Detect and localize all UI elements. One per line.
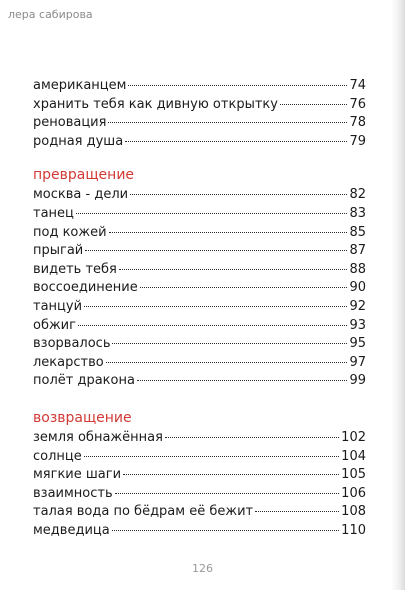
toc-entry-title: обжиг — [33, 317, 76, 333]
toc-entry[interactable] — [33, 466, 366, 485]
toc-entry-page: 93 — [349, 317, 366, 333]
toc-entry[interactable] — [33, 335, 366, 354]
toc-entry[interactable] — [33, 448, 366, 467]
toc-entry-page: 76 — [349, 96, 366, 112]
dot-leader — [165, 437, 339, 438]
dot-leader — [112, 343, 347, 344]
toc-entry-title: воссоединение — [33, 280, 138, 296]
toc-entry-page: 95 — [349, 336, 366, 352]
toc-entry-title: видеть тебя — [33, 261, 117, 277]
toc-entry-page: 88 — [349, 261, 366, 277]
toc-entry[interactable] — [33, 317, 366, 336]
toc-entry[interactable] — [33, 261, 366, 280]
toc-entry[interactable] — [33, 114, 366, 133]
page-edge-shadow — [391, 0, 405, 590]
toc-entry[interactable] — [33, 77, 366, 96]
toc-entry-title: взаимность — [33, 485, 113, 501]
section-heading-return: возвращение — [33, 409, 132, 426]
toc-entry[interactable] — [33, 205, 366, 224]
dot-leader — [108, 122, 347, 123]
toc-entry-page: 85 — [349, 224, 366, 240]
toc-entry-title: мягкие шаги — [33, 467, 122, 483]
toc-entry[interactable] — [33, 298, 366, 317]
dot-leader — [123, 474, 339, 475]
toc-entry-title: медведица — [33, 522, 110, 538]
toc-entry[interactable] — [33, 372, 366, 391]
toc-entry-page: 102 — [341, 429, 366, 445]
toc-entry-title: танцуй — [33, 298, 83, 314]
dot-leader — [280, 104, 348, 105]
toc-entry-page: 108 — [341, 504, 366, 520]
toc-entry-page: 106 — [341, 485, 366, 501]
toc-entry-title: американцем — [33, 78, 127, 93]
toc-entry-page: 74 — [349, 78, 366, 93]
running-header-author: лера сабирова — [8, 8, 93, 21]
toc-entry[interactable] — [33, 224, 366, 243]
toc-entry-title: полёт дракона — [33, 373, 135, 389]
toc-entry[interactable] — [33, 354, 366, 373]
dot-leader — [130, 194, 347, 195]
toc-entry-page: 78 — [349, 115, 366, 131]
toc-entry[interactable] — [33, 503, 366, 522]
toc-entry-title: солнце — [33, 448, 82, 464]
toc-entry-page: 90 — [349, 280, 366, 296]
toc-entry-page: 97 — [349, 354, 366, 370]
toc-entry-page: 110 — [341, 522, 366, 538]
dot-leader — [84, 456, 339, 457]
toc-entry[interactable] — [33, 242, 366, 261]
toc-entry-page: 82 — [349, 187, 366, 203]
toc-entry-page: 99 — [349, 373, 366, 389]
toc-entry-title: родная душа — [33, 133, 124, 149]
toc-entry-page: 79 — [349, 133, 366, 149]
toc-entry-title: талая вода по бёдрам её бежит — [33, 504, 254, 520]
dot-leader — [140, 287, 348, 288]
dot-leader — [109, 232, 348, 233]
toc-entry-title: хранить тебя как дивную открытку — [33, 96, 278, 112]
dot-leader — [85, 250, 347, 251]
toc-entry-title: прыгай — [33, 243, 84, 259]
toc-entry-page: 105 — [341, 467, 366, 483]
dot-leader — [106, 362, 348, 363]
toc-entry-title: под кожей — [33, 224, 107, 240]
dot-leader — [137, 380, 348, 381]
toc-entry-title: взорвалось — [33, 336, 111, 352]
toc-entry[interactable] — [33, 429, 366, 448]
toc-entry-title: реновация — [33, 115, 107, 131]
toc-entry[interactable] — [33, 96, 366, 115]
toc-entry[interactable] — [33, 186, 366, 205]
toc-entry-page: 92 — [349, 298, 366, 314]
toc-entry[interactable] — [33, 485, 366, 504]
toc-entry[interactable] — [33, 133, 366, 152]
dot-leader — [112, 530, 339, 531]
dot-leader — [78, 325, 347, 326]
dot-leader — [84, 306, 347, 307]
toc-entry-page: 83 — [349, 205, 366, 221]
dot-leader — [115, 493, 340, 494]
toc-entry[interactable] — [33, 522, 366, 541]
table-of-contents — [33, 77, 366, 540]
toc-entry-page: 87 — [349, 243, 366, 259]
section-heading-transformation: превращение — [33, 167, 135, 184]
toc-entry-title: земля обнажённая — [33, 429, 163, 445]
toc-entry-title: москва - дели — [33, 187, 129, 203]
toc-entry-title: танец — [33, 205, 74, 221]
toc-entry-page: 104 — [341, 448, 366, 464]
toc-entry-title: лекарство — [33, 354, 104, 370]
dot-leader — [125, 141, 347, 142]
dot-leader — [119, 269, 348, 270]
page-number: 126 — [192, 562, 213, 575]
dot-leader — [255, 511, 339, 512]
dot-leader — [76, 213, 348, 214]
toc-entry[interactable] — [33, 279, 366, 298]
dot-leader — [128, 85, 347, 86]
